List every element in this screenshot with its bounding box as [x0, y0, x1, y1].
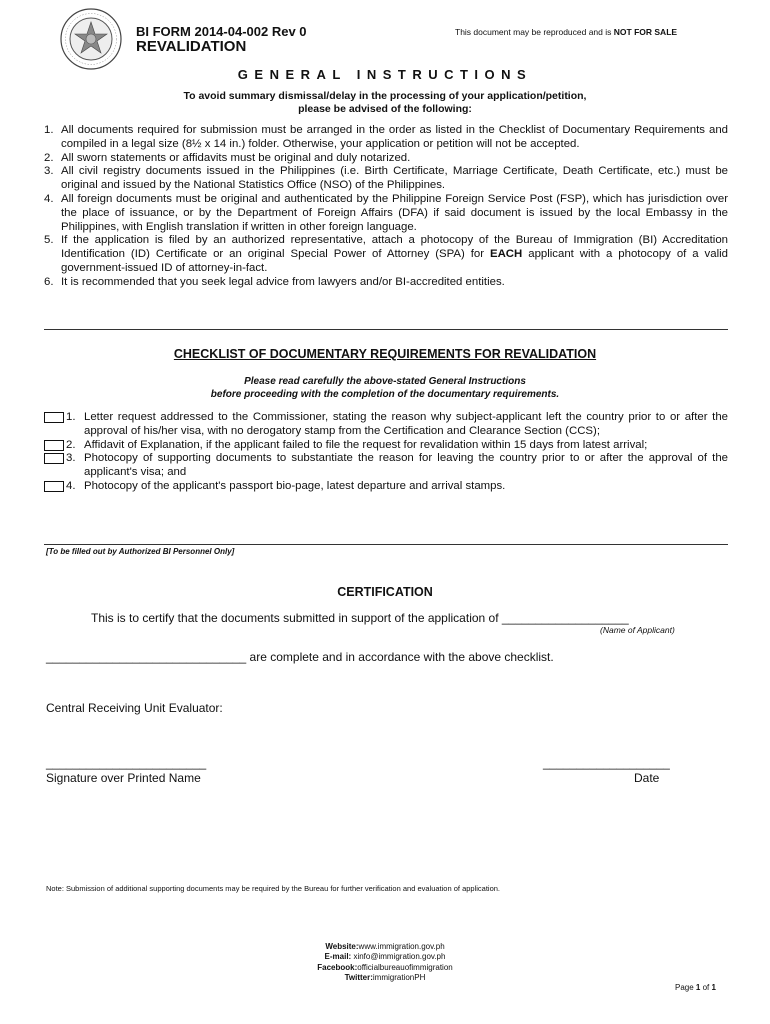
checklist-text: Photocopy of the applicant's passport bio-page, latest departure and arrival stamps.	[84, 479, 506, 492]
website-label: Website:	[325, 942, 359, 951]
instruction-number: 6.	[44, 275, 54, 288]
instruction-item	[44, 276, 728, 290]
general-instructions-title: GENERAL INSTRUCTIONS	[237, 67, 533, 82]
checklist-item	[44, 411, 728, 439]
checklist-text: Letter request addressed to the Commissioner, stating the reason why subject-applicant left the country prior to or after the approval of his/her visa, with no derogatory stamp from the Certification and Clearance Section (CCS);	[84, 411, 728, 437]
checklist-number: 1.	[66, 411, 76, 423]
checklist-checkbox[interactable]	[44, 481, 64, 492]
checklist-checkbox[interactable]	[44, 440, 64, 451]
notice-emphasis: NOT FOR SALE	[613, 27, 678, 37]
checklist-checkbox[interactable]	[44, 412, 64, 423]
instruction-number: 3.	[44, 165, 54, 178]
checklist-subtitle-line2: before proceeding with the completion of the documentary requirements.	[210, 389, 560, 400]
facebook-label: Facebook:	[317, 962, 358, 972]
instruction-number: 4.	[44, 192, 54, 205]
general-instructions-subtitle-line2: please be advised of the following:	[298, 103, 472, 115]
certification-title: CERTIFICATION	[337, 585, 433, 599]
facebook-link[interactable]: officialbureauofimmigration	[357, 962, 453, 972]
checklist-subtitle	[0, 375, 770, 401]
checklist-list	[44, 411, 728, 494]
date-label: Date	[634, 771, 660, 785]
instruction-number: 2.	[44, 151, 54, 164]
general-instructions-subtitle-line1: To avoid summary dismissal/delay in the processing of your application/petition,	[183, 90, 587, 102]
signature-label: Signature over Printed Name	[46, 771, 201, 785]
section-divider	[44, 329, 728, 330]
instruction-text: All sworn statements or affidavits must be original and duly notarized.	[61, 151, 411, 164]
notice-prefix: This document may be reproduced and is	[455, 27, 612, 37]
instruction-item	[44, 124, 728, 152]
twitter-label: Twitter:	[344, 973, 373, 983]
twitter-line	[0, 973, 770, 983]
general-instructions-subtitle	[0, 90, 770, 116]
checklist-title: CHECKLIST OF DOCUMENTARY REQUIREMENTS FOR REVALIDATION	[173, 347, 597, 361]
checklist-subtitle-line1: Please read carefully the above-stated General Instructions	[244, 376, 526, 387]
signature-field[interactable]: ________________________	[46, 756, 207, 770]
checklist-number: 3.	[66, 452, 76, 465]
instruction-text	[61, 234, 728, 275]
page-number	[675, 983, 716, 992]
email-label: E-mail:	[324, 952, 352, 962]
evaluator-label: Central Receiving Unit Evaluator:	[46, 701, 223, 715]
email-link[interactable]: xinfo@immigration.gov.ph	[351, 952, 446, 962]
page-total: 1	[711, 983, 716, 992]
instruction-text-emphasis: EACH	[489, 248, 523, 261]
checklist-item	[44, 439, 728, 453]
contact-block	[0, 942, 770, 984]
date-field[interactable]: ___________________	[543, 756, 670, 770]
bureau-of-immigration-seal-icon	[60, 8, 122, 70]
instruction-item	[44, 165, 728, 193]
instruction-text-before: If the application is filed by an authorized representative, attach a photocopy of the Bureau of Immigration (BI) Accreditation Identification (ID) Certificate or an original Special Power of Attorney (SPA) for	[61, 234, 728, 261]
certification-statement-continued[interactable]: ______________________________ are complete and in accordance with the above checklist.	[46, 650, 554, 664]
checklist-number: 4.	[66, 479, 76, 492]
instruction-text-after: applicant with a photocopy of a valid government-issued ID of attorney-in-fact.	[61, 248, 728, 274]
website-link[interactable]: www.immigration.gov.ph	[358, 942, 445, 951]
instruction-item	[44, 193, 728, 234]
instruction-text: All documents required for submission must be arranged in the order as listed in the Checklist of Documentary Requirements and compiled in a legal size (8½ x 14 in.) folder. Otherwise, your application or petition will not be accepted.	[61, 124, 728, 150]
footer-note: Note: Submission of additional supporting documents may be required by the Bureau for further verification and evaluation of application.	[46, 884, 501, 893]
general-instructions-list	[44, 124, 728, 290]
checklist-item	[44, 452, 728, 480]
website-line	[0, 942, 770, 952]
form-title: REVALIDATION	[136, 38, 247, 55]
instruction-text: All foreign documents must be original and authenticated by the Philippine Foreign Service Post (FSP), which has jurisdiction over the place of issuance, or by the Department of Foreign Affairs (DFA) if said document is issued by the local Embassy in the Philippines, with English translation if written in other foreign language.	[61, 192, 728, 233]
form-number: BI FORM 2014-04-002 Rev 0	[136, 24, 307, 39]
checklist-number: 2.	[66, 438, 76, 451]
facebook-line	[0, 963, 770, 973]
checklist-item	[44, 480, 728, 494]
checklist-checkbox[interactable]	[44, 453, 64, 464]
personnel-note: [To be filled out by Authorized BI Personnel Only]	[46, 547, 235, 556]
instruction-item	[44, 234, 728, 275]
checklist-text: Photocopy of supporting documents to substantiate the reason for leaving the country prior to or after the approval of the applicant's visa; and	[84, 452, 728, 479]
page-prefix: Page	[675, 983, 694, 992]
checklist-text: Affidavit of Explanation, if the applicant failed to file the request for revalidation within 15 days from latest arrival;	[84, 438, 648, 451]
instruction-number: 1.	[44, 124, 54, 136]
section-divider	[44, 544, 728, 545]
page-current: 1	[695, 983, 701, 992]
applicant-name-caption: (Name of Applicant)	[600, 625, 675, 635]
email-line	[0, 952, 770, 962]
instruction-item	[44, 152, 728, 166]
certification-statement[interactable]: This is to certify that the documents submitted in support of the application of ___________________	[91, 611, 629, 625]
instruction-text: All civil registry documents issued in the Philippines (i.e. Birth Certificate, Marriage Certificate, Death Certificate, etc.) must be original and issued by the National Statistics Office (NSO) of the Philippines.	[61, 165, 728, 192]
twitter-link[interactable]: immigrationPH	[372, 973, 426, 983]
reproduction-notice	[455, 27, 677, 37]
page-of: of	[702, 983, 710, 992]
instruction-text: It is recommended that you seek legal advice from lawyers and/or BI-accredited entities.	[61, 275, 505, 288]
instruction-number: 5.	[44, 234, 54, 247]
